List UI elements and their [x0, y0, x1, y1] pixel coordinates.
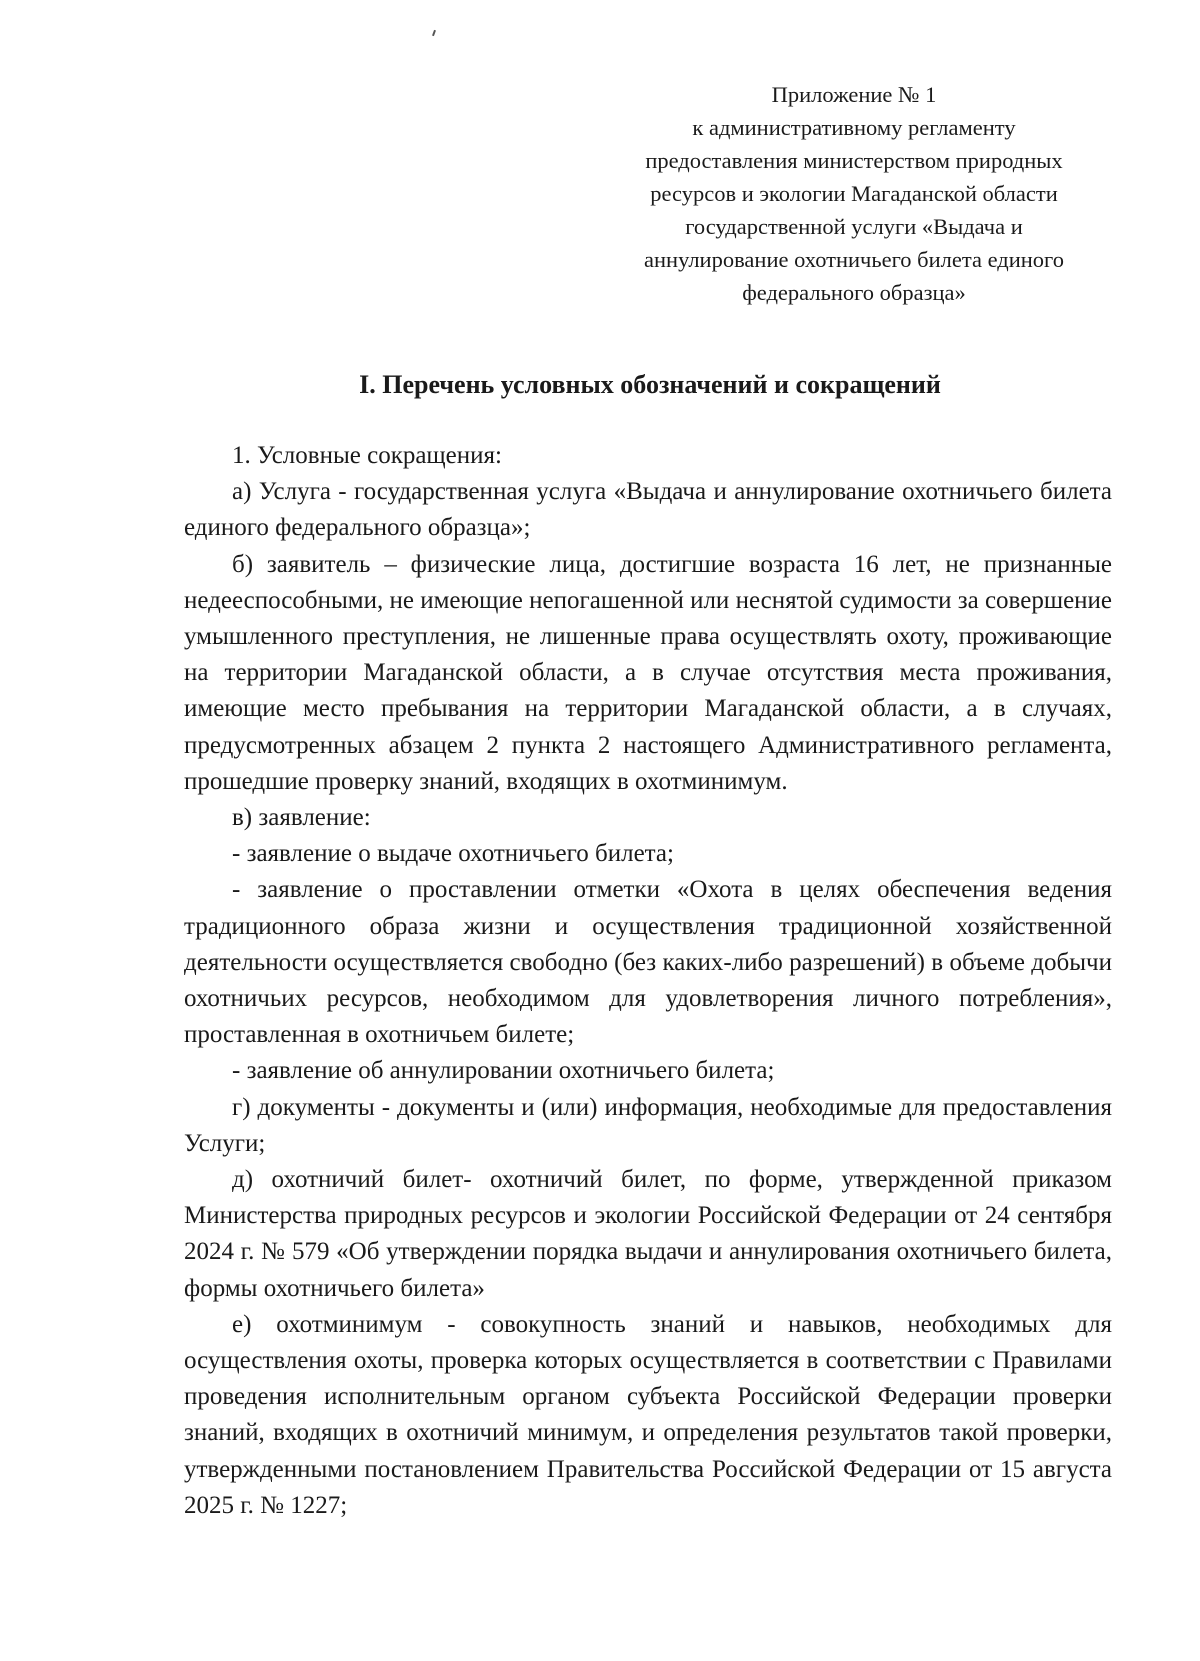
paragraph-documents: г) документы - документы и (или) информация, необходимые для предоставления Услуги; [184, 1093, 1112, 1157]
paragraph-application-issue: - заявление о выдаче охотничьего билета; [232, 840, 674, 868]
document-body [184, 438, 1112, 1524]
paragraph-hunting-ticket: д) охотничий билет- охотничий билет, по форме, утвержденной приказом Министерства природных ресурсов и экологии Российской Федерации от 24 сентября 2024 г. № 579 «Об утверждении порядка выдачи и аннулирования охотничьего билета, формы охотничьего билета» [184, 1166, 1112, 1302]
section-heading: I. Перечень условных обозначений и сокращений [359, 370, 941, 399]
appendix-line: государственной услуги «Выдача и [685, 214, 1023, 239]
scan-mark [432, 30, 436, 36]
paragraph-service: а) Услуга - государственная услуга «Выдача и аннулирование охотничьего билета единого федерального образца»; [184, 478, 1112, 542]
appendix-line: ресурсов и экологии Магаданской области [650, 181, 1058, 206]
paragraph-intro: 1. Условные сокращения: [232, 442, 502, 469]
appendix-line: к административному регламенту [692, 115, 1016, 140]
appendix-line: Приложение № 1 [771, 82, 937, 107]
paragraph-applicant: б) заявитель – физические лица, достигшие возраста 16 лет, не признанные недееспособными, не имеющие непогашенной или неснятой судимости за совершение умышленного преступления, не лишенные права осуществлять охоту, проживающие на территории Магаданской области, а в случае отсутствия места проживания, имеющие место пребывания на территории Магаданской области, а в случаях, предусмотренных абзацем 2 пункта 2 настоящего Административного регламента, прошедшие проверку знаний, входящих в охотминимум. [184, 550, 1113, 795]
appendix-line: федерального образца» [742, 280, 966, 305]
paragraph-hunting-minimum: е) охотминимум - совокупность знаний и навыков, необходимых для осуществления охоты, проверка которых осуществляется в соответствии с Правилами проведения исполнительным органом субъекта Российской Федерации проверки знаний, входящих в охотничий минимум, и определения результатов такой проверки, утвержденными постановлением Правительства Российской Федерации от 15 августа 2025 г. № 1227; [184, 1310, 1112, 1519]
paragraph-application: в) заявление: [232, 804, 371, 832]
paragraph-application-cancel: - заявление об аннулировании охотничьего билета; [232, 1057, 775, 1085]
appendix-line: аннулирование охотничьего билета единого [644, 247, 1064, 272]
appendix-line: предоставления министерством природных [645, 148, 1063, 173]
appendix-header [620, 78, 1088, 309]
paragraph-application-mark: - заявление о проставлении отметки «Охота в целях обеспечения ведения традиционного образа жизни и осуществления традиционной хозяйственной деятельности осуществляется свободно (без каких-либо разрешений) в объеме добычи охотничьих ресурсов, необходимом для удовлетворения личного потребления», проставленная в охотничьем билете; [184, 876, 1112, 1049]
